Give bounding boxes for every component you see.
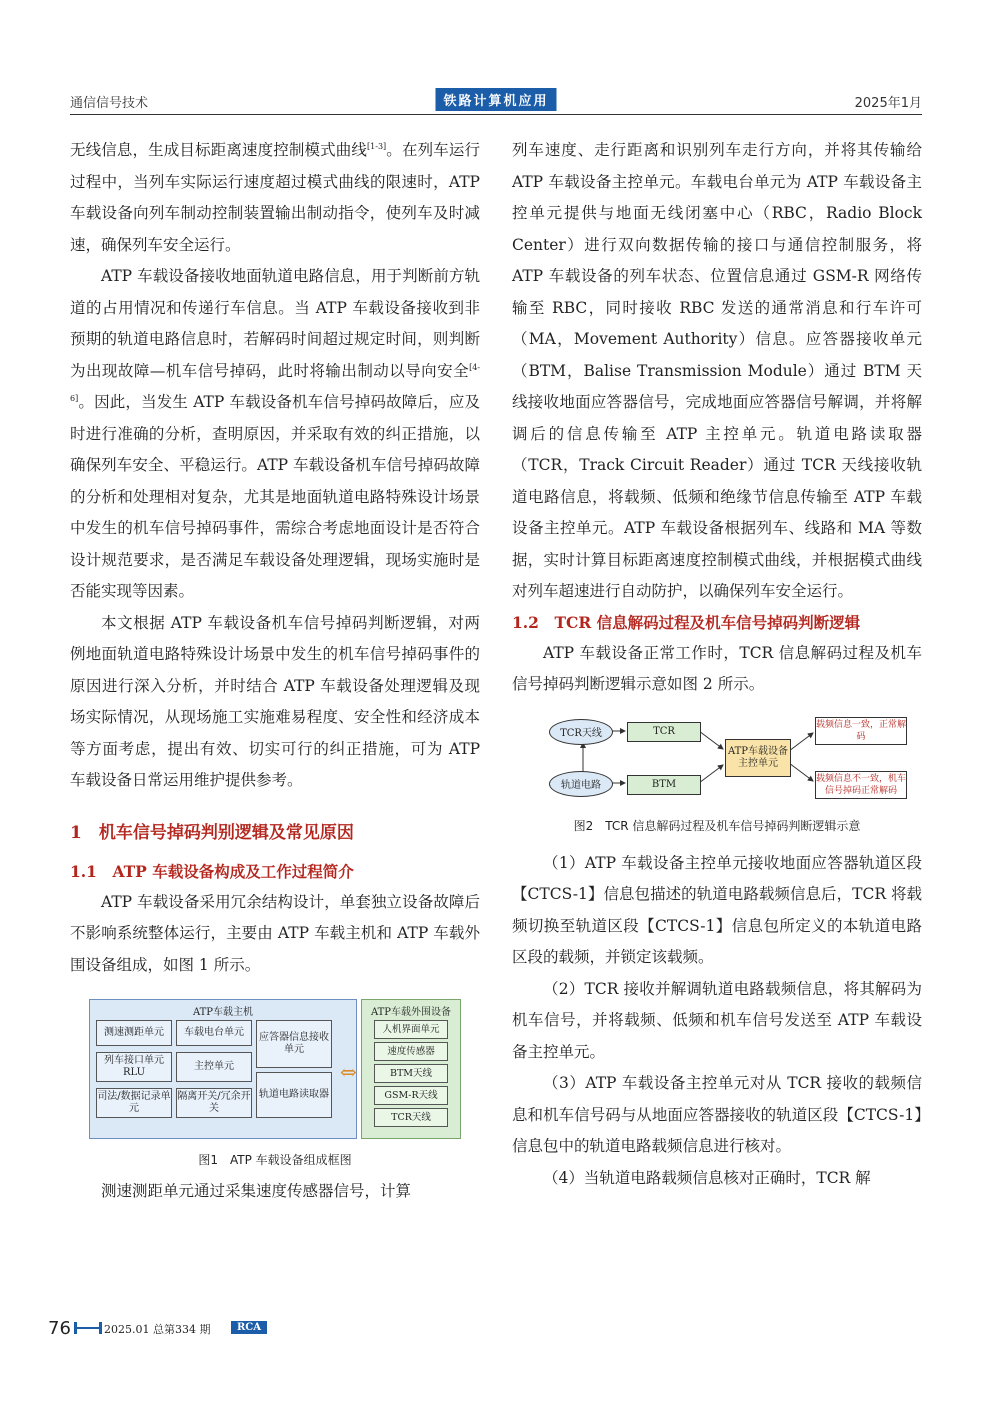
jru-box: 司法/数据记录单元 (96, 1088, 172, 1118)
paragraph: ATP 车载设备采用冗余结构设计，单套独立设备故障后不影响系统整体运行，主要由 ATP 车载主机和 ATP 车载外围设备组成，如图 1 所示。 (70, 892, 480, 974)
section-heading: 1 机车信号掉码判别逻辑及常见原因 (70, 822, 354, 843)
group-title: ATP车载主机 (192, 1007, 254, 1018)
btm-node: BTM (627, 775, 701, 795)
speed-sensor-box: 速度传感器 (374, 1042, 448, 1061)
journal-section: 通信信号技术 (70, 96, 149, 111)
btm-unit-box: 应答器信息接收单元 (256, 1020, 332, 1068)
subsection-heading: 1.2 TCR 信息解码过程及机车信号掉码判断逻辑 (512, 612, 861, 632)
mismatch-result-node: 载频信息不一致，机车信号掉码正常解码 (815, 771, 907, 799)
step-3: （3）ATP 车载设备主控单元对从 TCR 接收的载频信息和机车信号码与从地面应答器接收的轨道区段【CTCS-1】信息包中的轨道电路载频信息进行核对。 (512, 1074, 922, 1155)
train-interface-box: 列车接口单元RLU (96, 1052, 172, 1082)
atp-main-control-node: ATP车载设备主控单元 (725, 739, 791, 777)
paragraph: ATP 车载设备正常工作时，TCR 信息解码过程及机车信号掉码判断逻辑示意如图 2 所示。 (512, 643, 922, 693)
rca-badge: RCA (231, 1321, 267, 1334)
match-result-node: 载频信息一致，正常解码 (815, 717, 907, 745)
figure-1-caption: 图1 ATP 车载设备组成框图 (198, 1153, 352, 1167)
paragraph: 本文根据 ATP 车载设备机车信号掉码判断逻辑，对两例地面轨道电路特殊设计场景中发生的机车信号掉码事件的原因进行深入分析，并时结合 ATP 车载设备处理逻辑及现场实际情况，从现场施工实施难易程度、安全性和经济成本等方面考虑，提出有效、切实可行的纠正措施，可为 ATP 车载设备日常运用维护提供参考。 (70, 613, 480, 789)
speed-unit-box: 测速测距单元 (96, 1020, 172, 1046)
tcr-antenna-box: TCR天线 (374, 1108, 448, 1127)
step-1: （1）ATP 车载设备主控单元接收地面应答器轨道区段【CTCS-1】信息包描述的轨道电路载频信息后，TCR 将载频切换至轨道区段【CTCS-1】信息包所定义的本轨道电路区段的载频，并锁定该载频。 (512, 853, 922, 966)
radio-unit-box: 车载电台单元 (176, 1020, 252, 1046)
paragraph: 测速测距单元通过采集速度传感器信号，计算 (101, 1182, 412, 1200)
journal-title: 铁路计算机应用 (435, 88, 556, 111)
figure-2-diagram (527, 715, 907, 805)
citation[interactable]: [4-6] (70, 362, 480, 403)
paragraph: 列车速度、走行距离和识别列车走行方向，并将其传输给 ATP 车载设备主控单元。车载电台单元为 ATP 车载设备主控单元提供与地面无线闭塞中心（RBC，Radio Block Center）进行双向数据传输的接口与通信控制服务，将 ATP 车载设备的列车状态、位置信息通过 GSM-R 网络传输至 RBC，同时接收 RBC 发送的通常消息和行车许可（MA，Movement Authority）信息。应答器接收单元（BTM，Balise Transmission Module）通过 BTM 天线接收地面应答器信号，完成地面应答器信号解调，并将解调后的信息传输至 ATP 主控单元。轨道电路读取器（TCR，Track Circuit Reader）通过 TCR 天线接收轨道电路信息，将载频、低频和绝缘节信息传输至 ATP 车载设备主控单元。ATP 车载设备根据列车、线路和 MA 等数据，实时计算目标距离速度控制模式曲线，并根据模式曲线对列车超速进行自动防护，以确保列车安全运行。 (512, 141, 922, 600)
atp-host-group (89, 999, 357, 1139)
group-title: ATP车载外围设备 (370, 1007, 452, 1018)
tcr-reader-box: 轨道电路读取器 (256, 1072, 332, 1118)
figure-1-diagram (89, 999, 461, 1139)
step-2: （2）TCR 接收并解调轨道电路载频信息，将其解码为机车信号，并将载频、低频和机车信号发送至 ATP 车载设备主控单元。 (512, 979, 922, 1061)
issue-info: 2025.01 总第334 期 (104, 1323, 211, 1336)
main-control-box: 主控单元 (176, 1052, 252, 1082)
page-number: 76 (48, 1318, 71, 1339)
bidirectional-arrow-icon: ⇔ (340, 1060, 357, 1084)
citation[interactable]: [1-3] (367, 141, 387, 151)
dmi-box: 人机界面单元 (374, 1020, 448, 1039)
gsmr-antenna-box: GSM-R天线 (374, 1086, 448, 1105)
footer-bar-icon (74, 1322, 102, 1334)
track-circuit-node: 轨道电路 (549, 771, 613, 797)
tcr-antenna-node: TCR天线 (549, 719, 613, 745)
paragraph: ATP 车载设备接收地面轨道电路信息，用于判断前方轨道的占用情况和传递行车信息。当 ATP 车载设备接收到非预期的轨道电路信息时，若解码时间超过规定时间，则判断为出现故障—机车信号掉码，此时将输出制动以导向安全[4-6]。因此，当发生 ATP 车载设备机车信号掉码故障后，应及时进行准确的分析，查明原因，并采取有效的纠正措施，以确保列车安全、平稳运行。ATP 车载设备机车信号掉码故障的分析和处理相对复杂，尤其是地面轨道电路特殊设计场景中发生的机车信号掉码事件，需综合考虑地面设计是否符合设计规范要求，是否满足车载设备处理逻辑，现场实施时是否能实现等因素。 (70, 267, 480, 600)
isolation-switch-box: 隔离开关/冗余开关 (176, 1088, 252, 1118)
right-column (512, 135, 922, 1194)
btm-antenna-box: BTM天线 (374, 1064, 448, 1083)
atp-peripheral-group (361, 999, 461, 1139)
figure-2-caption: 图2 TCR 信息解码过程及机车信号掉码判断逻辑示意 (573, 818, 861, 833)
paragraph: 无线信息，生成目标距离速度控制模式曲线[1-3]。在列车运行过程中，当列车实际运行速度超过模式曲线的限速时，ATP 车载设备向列车制动控制装置输出制动指令，使列车及时减速，确保列车安全运行。 (70, 141, 480, 254)
issue-date: 2025年1月 (854, 96, 922, 111)
tcr-node: TCR (627, 722, 701, 742)
page-header (70, 88, 922, 115)
subsection-heading: 1.1 ATP 车载设备构成及工作过程简介 (70, 861, 354, 881)
left-column (70, 135, 480, 1208)
step-4: （4）当轨道电路载频信息核对正确时，TCR 解 (543, 1168, 871, 1187)
